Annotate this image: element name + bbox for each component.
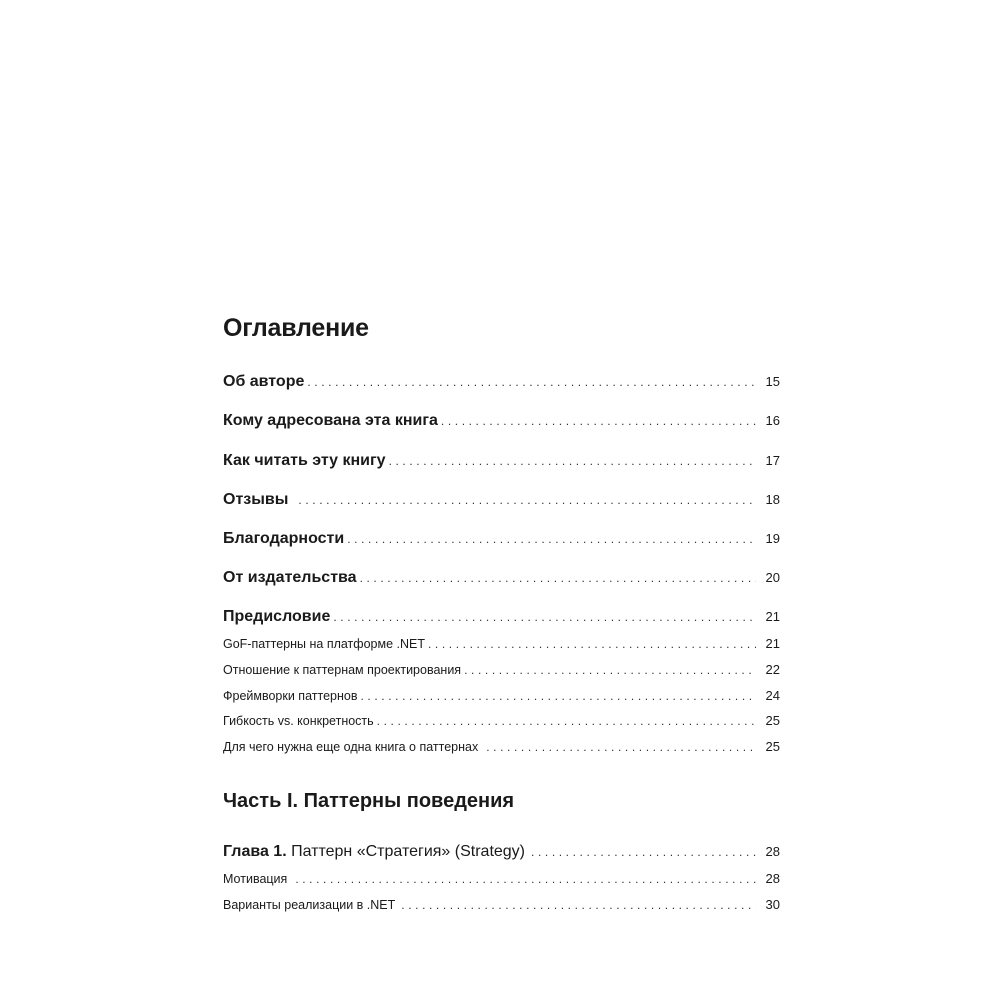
- toc-page-number: 30: [765, 897, 780, 912]
- toc-entry-label: Кому адресована эта книга: [223, 412, 438, 429]
- dot-leader: [307, 375, 756, 389]
- toc-entry-label: Фреймворки паттернов: [223, 689, 358, 703]
- toc-entry-label: Для чего нужна еще одна книга о паттернах: [223, 740, 479, 754]
- toc-entry-from-publisher[interactable]: [223, 569, 780, 587]
- toc-subentry-attitude[interactable]: [223, 662, 780, 677]
- dot-leader: [401, 898, 756, 912]
- toc-entry-label: Мотивация: [223, 872, 288, 886]
- toc-page-number: 24: [765, 688, 780, 703]
- toc-entry-chapter-1[interactable]: [223, 843, 780, 861]
- toc-entry-label: Благодарности: [223, 530, 345, 547]
- toc-entry-preface[interactable]: [223, 608, 780, 626]
- toc-page-number: 28: [765, 844, 780, 859]
- dot-leader: [441, 414, 756, 428]
- toc-entry-label: Как читать эту книгу: [223, 452, 386, 469]
- toc-page-number: 20: [765, 570, 780, 585]
- toc-page-number: 21: [765, 636, 780, 651]
- toc-page-number: 15: [765, 374, 780, 389]
- toc-page-number: 19: [765, 531, 780, 546]
- toc-subentry-why-another-book[interactable]: [223, 739, 780, 754]
- toc-page-number: 21: [765, 609, 780, 624]
- part-title: Часть I. Паттерны поведения: [223, 790, 515, 812]
- toc-entry-label: Об авторе: [223, 373, 305, 390]
- toc-subentry-gof-dotnet[interactable]: [223, 636, 780, 651]
- toc-page-number: 25: [765, 739, 780, 754]
- dot-leader: [360, 571, 756, 585]
- toc-entry-label: Варианты реализации в .NET: [223, 898, 396, 912]
- toc-entry-label: Предисловие: [223, 608, 331, 625]
- dot-leader: [389, 454, 756, 468]
- dot-leader: [377, 714, 756, 728]
- toc-subentry-frameworks[interactable]: [223, 688, 780, 703]
- toc-entry-label: GoF-паттерны на платформе .NET: [223, 637, 425, 651]
- toc-entry-audience[interactable]: [223, 412, 780, 430]
- toc-entry-about-author[interactable]: [223, 373, 780, 391]
- toc-subentry-motivation[interactable]: [223, 871, 780, 886]
- dot-leader: [347, 532, 756, 546]
- toc-page-number: 17: [765, 453, 780, 468]
- dot-leader: [428, 637, 756, 651]
- dot-leader: [360, 689, 756, 703]
- toc-entry-acknowledgements[interactable]: [223, 530, 780, 548]
- toc-page-number: 28: [765, 871, 780, 886]
- toc-subentry-flexibility[interactable]: [223, 713, 780, 728]
- toc-entry-label: От издательства: [223, 569, 357, 586]
- toc-entry-label: Гибкость vs. конкретность: [223, 714, 374, 728]
- toc-page-number: 16: [765, 413, 780, 428]
- dot-leader: [333, 610, 756, 624]
- toc-subentry-implementation[interactable]: [223, 897, 780, 912]
- dot-leader: [295, 872, 756, 886]
- toc-entry-how-to-read[interactable]: [223, 452, 780, 470]
- toc-entry-label: Отношение к паттернам проектирования: [223, 663, 462, 677]
- toc-entry-reviews[interactable]: [223, 491, 780, 509]
- toc-title: Оглавление: [223, 314, 369, 342]
- chapter-title: Паттерн «Стратегия» (Strategy): [291, 843, 526, 860]
- toc-entry-label: [223, 843, 525, 861]
- dot-leader: [298, 493, 756, 507]
- dot-leader: [464, 663, 756, 677]
- toc-page-number: 18: [765, 492, 780, 507]
- toc-entry-label: Отзывы: [223, 491, 289, 508]
- dot-leader: [486, 740, 756, 754]
- toc-page-number: 22: [765, 662, 780, 677]
- chapter-number: Глава 1.: [223, 843, 287, 860]
- toc-page: [223, 0, 780, 1000]
- dot-leader: [531, 845, 756, 859]
- toc-page-number: 25: [765, 713, 780, 728]
